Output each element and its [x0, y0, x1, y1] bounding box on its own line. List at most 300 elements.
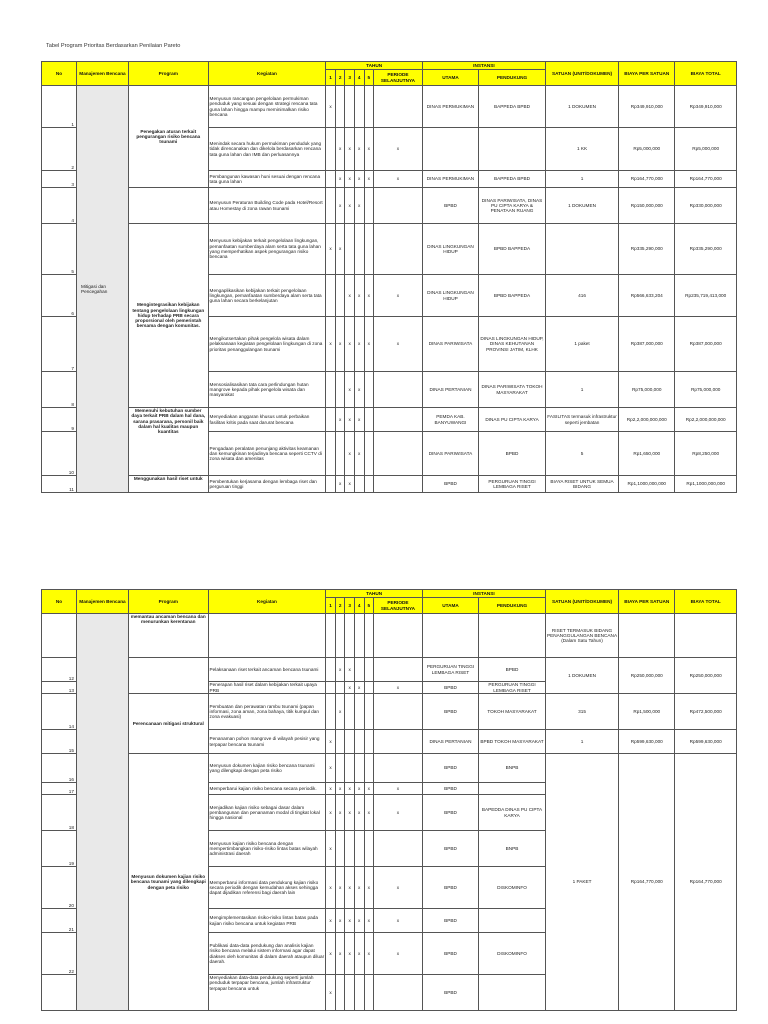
year-1-mark [326, 432, 336, 476]
instansi-pendukung: DINAS LINGKUNGAN HIDUP, DINAS KEHUTANAN PROVINSI JATIM, KLHK [479, 317, 546, 372]
row-number [42, 975, 77, 1011]
biaya-total-cell: Rp235,719,413,000 [675, 275, 737, 317]
year-2-mark [335, 86, 345, 128]
year-4-mark: x [354, 188, 364, 224]
header-periode: PERIODE SELANJUTNYA [374, 70, 423, 86]
year-5-mark [364, 372, 374, 408]
year-4-mark: x [354, 372, 364, 408]
satuan-cell: 1 [545, 171, 618, 188]
kegiatan-cell: Pelaksanaan riset terkait ancaman bencana tsunami [208, 658, 326, 682]
periode-mark [374, 408, 423, 432]
periode-mark: x [374, 128, 423, 171]
header-no: No [42, 590, 77, 614]
header-biaya-per-satuan: BIAYA PER SATUAN [619, 62, 675, 86]
instansi-pendukung: BPBD TOKOH MASYARAKAT [479, 730, 546, 754]
year-1-mark: x [326, 754, 336, 783]
kegiatan-cell: Memperbarui kajian risiko bencana secara periodik. [208, 783, 326, 795]
table-row [42, 188, 737, 224]
biaya-total-cell: Rp387,000,000 [675, 317, 737, 372]
row-number: 1 [42, 86, 77, 128]
year-4-mark: x [354, 171, 364, 188]
biaya-total-cell: Rp250,000,000 [675, 658, 737, 694]
header-tahun: TAHUN [326, 590, 423, 598]
year-2-mark [335, 432, 345, 476]
year-5-mark: x [364, 275, 374, 317]
biaya-per-satuan-cell: Rp2,2,000,000,000 [619, 408, 675, 432]
instansi-pendukung: BPBD BAPPEDA [479, 224, 546, 275]
year-5-mark: x [364, 909, 374, 933]
periode-mark: x [374, 682, 423, 694]
year-3-mark: x [345, 408, 355, 432]
year-4-mark: x [354, 867, 364, 909]
kegiatan-cell: Menyediakan data-data pendukung seperti jumlah penduduk terpapar bencana, jumlah infrastruktur terpapar bencana untuk [208, 975, 326, 1011]
row-number: 15 [42, 730, 77, 754]
year-2-mark [335, 754, 345, 783]
program-cell: memantau ancaman bencana dan menurunkan kerentanan [128, 614, 208, 658]
periode-mark: x [374, 171, 423, 188]
instansi-utama: DINAS PARIWISATA [422, 432, 478, 476]
year-4-mark [354, 754, 364, 783]
kegiatan-cell: Menyusun dokumen kajian risiko bencana tsunami yang dilengkapi dengan peta risiko [208, 754, 326, 783]
row-number: 9 [42, 408, 77, 432]
year-3-mark: x [345, 317, 355, 372]
biaya-per-satuan-cell: Rp335,290,000 [619, 224, 675, 275]
instansi-utama: DINAS PERTANIAN [422, 730, 478, 754]
periode-mark [374, 754, 423, 783]
year-4-mark: x [354, 933, 364, 975]
year-2-mark: x [335, 783, 345, 795]
biaya-per-satuan-cell: Rp1,1000,000,000 [619, 476, 675, 493]
table-row [42, 86, 737, 128]
year-3-mark [345, 614, 355, 658]
instansi-utama: DINAS PERMUKIMAN [422, 171, 478, 188]
year-1-mark [326, 682, 336, 694]
periode-mark: x [374, 275, 423, 317]
biaya-per-satuan-cell: Rp164,770,000 [619, 754, 675, 1011]
table-row [42, 224, 737, 275]
instansi-utama: BPBD [422, 975, 478, 1011]
year-3-mark: x [345, 658, 355, 682]
row-number: 5 [42, 224, 77, 275]
satuan-cell: 5 [545, 432, 618, 476]
header-instansi: INSTANSI [422, 590, 545, 598]
year-3-mark: x [345, 783, 355, 795]
year-3-mark: x [345, 909, 355, 933]
instansi-utama: DINAS PARIWISATA [422, 317, 478, 372]
year-1-mark: x [326, 224, 336, 275]
instansi-utama: DINAS PERTANIAN [422, 372, 478, 408]
biaya-total-cell: Rp472,500,000 [675, 694, 737, 730]
year-1-mark [326, 694, 336, 730]
year-4-mark [354, 694, 364, 730]
year-1-mark [326, 275, 336, 317]
instansi-utama: BPBD [422, 795, 478, 831]
instansi-pendukung [479, 614, 546, 658]
biaya-per-satuan-cell: Rp566,633,204 [619, 275, 675, 317]
instansi-pendukung: DISKOMINFO [479, 867, 546, 909]
biaya-per-satuan-cell: Rp599,630,000 [619, 730, 675, 754]
pareto-table-page-1 [41, 61, 737, 493]
year-3-mark [345, 86, 355, 128]
kegiatan-cell: Menindak secara hukum permukiman penduduk yang tidak direncanakan dan dikelola berdasarkan rencana tata guna lahan dan IMB dan perluasannya [208, 128, 326, 171]
satuan-cell: 1 DOKUMEN [545, 188, 618, 224]
header-manajemen: Manajemen Bencana [77, 590, 129, 614]
row-number: 7 [42, 317, 77, 372]
row-number: 6 [42, 275, 77, 317]
instansi-pendukung: DINAS PARIWISATA TOKOH MASYARAKAT [479, 372, 546, 408]
manajemen-label: Mitigasi dan Pencegahan [81, 283, 108, 294]
biaya-total-cell: Rp8,250,000 [675, 432, 737, 476]
periode-mark [374, 694, 423, 730]
instansi-utama: DINAS PERMUKIMAN [422, 86, 478, 128]
instansi-pendukung: BNPB [479, 831, 546, 867]
header-year-3: 3 [345, 70, 355, 86]
row-number: 17 [42, 783, 77, 795]
table-row [42, 754, 737, 783]
satuan-cell: 416 [545, 275, 618, 317]
kegiatan-cell [208, 614, 326, 658]
kegiatan-cell: Penerapan hasil riset dalam kebijakan terkait upaya PRB [208, 682, 326, 694]
biaya-per-satuan-cell: Rp164,770,000 [619, 171, 675, 188]
header-year-1: 1 [326, 598, 336, 614]
year-3-mark [345, 224, 355, 275]
year-3-mark: x [345, 682, 355, 694]
row-number: 12 [42, 658, 77, 682]
instansi-pendukung: PERGURUAN TINGGI LEMBAGA RISET [479, 682, 546, 694]
instansi-utama: BPBD [422, 476, 478, 493]
table-row [42, 408, 737, 432]
biaya-total-cell: Rp1,1000,000,000 [675, 476, 737, 493]
year-2-mark: x [335, 867, 345, 909]
table-row [42, 614, 737, 658]
year-1-mark: x [326, 86, 336, 128]
instansi-pendukung: DINAS PU CIPTA KARYA [479, 408, 546, 432]
row-number: 21 [42, 909, 77, 933]
instansi-pendukung [479, 783, 546, 795]
instansi-utama: DINAS LINGKUNGAN HIDUP [422, 275, 478, 317]
satuan-cell: 1 DOKUMEN [545, 86, 618, 128]
kegiatan-cell: Menyediakan anggaran khusus untuk perbaikan fasilitas kritis pada saat darurat bencana [208, 408, 326, 432]
year-5-mark [364, 694, 374, 730]
year-4-mark [354, 975, 364, 1011]
biaya-per-satuan-cell: Rp5,000,000 [619, 128, 675, 171]
biaya-per-satuan-cell: Rp387,000,000 [619, 317, 675, 372]
year-1-mark [326, 188, 336, 224]
header-utama: UTAMA [422, 598, 478, 614]
year-2-mark [335, 372, 345, 408]
instansi-utama: BPBD [422, 933, 478, 975]
year-4-mark: x [354, 128, 364, 171]
biaya-total-cell: Rp75,000,000 [675, 372, 737, 408]
year-3-mark [345, 730, 355, 754]
year-5-mark [364, 476, 374, 493]
instansi-pendukung: BNPB [479, 754, 546, 783]
satuan-cell: BIAYA RISET UNTUK SEMUA BIDANG [545, 476, 618, 493]
row-number: 8 [42, 372, 77, 408]
year-3-mark: x [345, 795, 355, 831]
year-2-mark [335, 831, 345, 867]
year-5-mark: x [364, 795, 374, 831]
year-5-mark [364, 224, 374, 275]
biaya-total-cell: Rp164,770,000 [675, 754, 737, 1011]
manajemen-cell [77, 86, 129, 493]
row-number: 4 [42, 188, 77, 224]
pareto-table-page-2 [41, 589, 737, 1011]
year-4-mark: x [354, 317, 364, 372]
year-5-mark: x [364, 171, 374, 188]
year-1-mark: x [326, 867, 336, 909]
year-2-mark: x [335, 224, 345, 275]
year-5-mark [364, 831, 374, 867]
header-tahun: TAHUN [326, 62, 423, 70]
program-cell-empty [128, 188, 208, 224]
year-4-mark [354, 476, 364, 493]
year-1-mark: x [326, 317, 336, 372]
periode-mark [374, 372, 423, 408]
kegiatan-cell: Menjadikan kajian risiko sebagai dasar dalam pembangunan dan penanaman modal di tingkat lokal hingga nasional [208, 795, 326, 831]
year-4-mark: x [354, 795, 364, 831]
year-2-mark: x [335, 476, 345, 493]
instansi-utama: PEMDA KAB. BANYUWANGI [422, 408, 478, 432]
year-5-mark [364, 408, 374, 432]
year-4-mark [354, 614, 364, 658]
satuan-cell [545, 224, 618, 275]
year-2-mark [335, 975, 345, 1011]
year-5-mark [364, 614, 374, 658]
kegiatan-cell: Penanaman pohon mangrove di wilayah pesisir yang terpapar bencana tsunami [208, 730, 326, 754]
year-4-mark: x [354, 408, 364, 432]
year-4-mark: x [354, 682, 364, 694]
year-5-mark [364, 432, 374, 476]
periode-mark [374, 831, 423, 867]
program-cell-empty [128, 658, 208, 694]
instansi-utama: BPBD [422, 867, 478, 909]
year-5-mark: x [364, 783, 374, 795]
biaya-total-cell: Rp599,630,000 [675, 730, 737, 754]
header-biaya-total: BIAYA TOTAL [675, 590, 737, 614]
satuan-cell: 1 paket [545, 317, 618, 372]
header-year-2: 2 [335, 598, 345, 614]
satuan-cell: 1 PAKET [545, 754, 618, 1011]
year-5-mark: x [364, 128, 374, 171]
year-5-mark [364, 975, 374, 1011]
kegiatan-cell: Memperbarui informasi data pendukung kajian risiko secara periodik dengan kemudahan akses sehingga dapat dijadikan referensi bagi daerah lain [208, 867, 326, 909]
satuan-cell: RISET TERMASUK BIDANG PENANGGULANGAN BENCANA (Dalam Satu Tahun) [545, 614, 618, 658]
year-2-mark [335, 682, 345, 694]
satuan-cell: 1 [545, 730, 618, 754]
biaya-total-cell: Rp2,2,000,000,000 [675, 408, 737, 432]
year-3-mark: x [345, 171, 355, 188]
year-2-mark: x [335, 694, 345, 730]
kegiatan-cell: Mensosialisasikan tata cara perlindungan hutan mangrove kepada pihak pengelola wisata dan masyarakat [208, 372, 326, 408]
year-2-mark: x [335, 317, 345, 372]
table-caption: Tabel Program Prioritas Berdasarkan Penilaian Pareto [46, 43, 181, 49]
kegiatan-cell: Menyusun Peraturan Building Code pada Hotel/Resort atau Homestay di zona rawan tsunami [208, 188, 326, 224]
year-1-mark [326, 658, 336, 682]
year-4-mark [354, 831, 364, 867]
header-periode: PERIODE SELANJUTNYA [374, 598, 423, 614]
periode-mark: x [374, 867, 423, 909]
year-2-mark: x [335, 188, 345, 224]
satuan-cell: 1 DOKUMEN [545, 658, 618, 694]
year-3-mark [345, 975, 355, 1011]
header-program: Program [128, 62, 208, 86]
table-row [42, 476, 737, 493]
periode-mark [374, 224, 423, 275]
biaya-total-cell: Rp164,770,000 [675, 171, 737, 188]
year-2-mark [335, 614, 345, 658]
row-number: 10 [42, 432, 77, 476]
instansi-utama: BPBD [422, 783, 478, 795]
biaya-total-cell: Rp330,000,000 [675, 188, 737, 224]
table-2-body [42, 614, 737, 1011]
year-4-mark: x [354, 275, 364, 317]
table-row [42, 694, 737, 730]
program-cell: Penegakan aturan terkait pengurangan risiko bencana tsunami [128, 86, 208, 188]
year-5-mark [364, 754, 374, 783]
year-2-mark: x [335, 933, 345, 975]
instansi-utama: BPBD [422, 754, 478, 783]
header-kegiatan: Kegiatan [208, 62, 326, 86]
year-5-mark: x [364, 867, 374, 909]
header-satuan: SATUAN (UNIT/DOKUMEN) [545, 590, 618, 614]
periode-mark: x [374, 795, 423, 831]
year-1-mark [326, 614, 336, 658]
biaya-per-satuan-cell: Rp1,500,000 [619, 694, 675, 730]
instansi-utama [422, 614, 478, 658]
instansi-pendukung: TOKOH MASYARAKAT [479, 694, 546, 730]
header-year-5: 5 [364, 70, 374, 86]
header-year-3: 3 [345, 598, 355, 614]
row-number: 13 [42, 682, 77, 694]
kegiatan-cell: Menyusun kajian risiko bencana dengan mempertimbangkan risiko-risiko lintas batas wilayah administrasi daerah [208, 831, 326, 867]
instansi-pendukung: BAPPEDA BPBD [479, 86, 546, 128]
header-pendukung: PENDUKUNG [479, 598, 546, 614]
row-number: 22 [42, 933, 77, 975]
year-4-mark [354, 730, 364, 754]
row-number: 14 [42, 694, 77, 730]
year-2-mark [335, 730, 345, 754]
kegiatan-cell: Pengadaan peralatan penunjang aktivitas keamanan dan kemungkinan terjadinya bencana seperti CCTV di zona wisata dan amenitas [208, 432, 326, 476]
year-3-mark [345, 831, 355, 867]
pareto-table-2 [41, 589, 737, 1011]
biaya-per-satuan-cell: Rp75,000,000 [619, 372, 675, 408]
instansi-utama: DINAS LINGKUNGAN HIDUP [422, 224, 478, 275]
year-3-mark [345, 754, 355, 783]
satuan-cell: 1 KK [545, 128, 618, 171]
year-4-mark: x [354, 909, 364, 933]
row-number: 16 [42, 754, 77, 783]
year-3-mark: x [345, 933, 355, 975]
kegiatan-cell: Pembangunan kawasan huni sesuai dengan rencana tata guna lahan [208, 171, 326, 188]
kegiatan-cell: Menyusun kebijakan terkait pengelolaan lingkungan, pemanfaatan sumberdaya alam serta tata guna lahan yang memperhatikan aspek pengurangan risiko bencana [208, 224, 326, 275]
table-1-body [42, 86, 737, 493]
year-2-mark: x [335, 795, 345, 831]
instansi-pendukung [479, 909, 546, 933]
instansi-pendukung [479, 975, 546, 1011]
biaya-per-satuan-cell: Rp150,000,000 [619, 188, 675, 224]
year-3-mark: x [345, 372, 355, 408]
header-manajemen: Manajemen Bencana [77, 62, 129, 86]
year-2-mark: x [335, 128, 345, 171]
instansi-utama: PERGURUAN TINGGI LEMBAGA RISET [422, 658, 478, 682]
header-kegiatan: Kegiatan [208, 590, 326, 614]
year-3-mark: x [345, 275, 355, 317]
satuan-cell: 1 [545, 372, 618, 408]
instansi-utama [422, 128, 478, 171]
year-1-mark: x [326, 933, 336, 975]
year-5-mark [364, 86, 374, 128]
biaya-per-satuan-cell: Rp349,910,000 [619, 86, 675, 128]
year-3-mark: x [345, 476, 355, 493]
program-cell: Menggunakan hasil riset untuk [128, 476, 208, 493]
year-5-mark [364, 730, 374, 754]
year-2-mark: x [335, 658, 345, 682]
year-2-mark: x [335, 171, 345, 188]
header-satuan: SATUAN (UNIT/DOKUMEN) [545, 62, 618, 86]
instansi-pendukung: BPBD [479, 432, 546, 476]
row-number: 18 [42, 795, 77, 831]
year-1-mark [326, 408, 336, 432]
program-cell: Menyusun dokumen kajian risiko bencana tsunami yang dilengkapi dengan peta risiko [128, 754, 208, 1011]
program-cell: Mengintegrasikan kebijakan tentang pengelolaan lingkungan hidup terhadap PRB secara proporsional oleh pemerintah bersama dengan komunitas. [128, 224, 208, 408]
biaya-total-cell: Rp5,000,000 [675, 128, 737, 171]
periode-mark: x [374, 783, 423, 795]
year-1-mark: x [326, 975, 336, 1011]
table-row [42, 658, 737, 682]
header-year-5: 5 [364, 598, 374, 614]
header-year-4: 4 [354, 70, 364, 86]
header-year-2: 2 [335, 70, 345, 86]
header-year-1: 1 [326, 70, 336, 86]
header-pendukung: PENDUKUNG [479, 70, 546, 86]
kegiatan-cell: Publikasi data-data pendukung dan analisis kajian risiko bencana melalui sistem informasi agar dapat diakses oleh komunitas di dalam daerah ataupun diluar daerah. [208, 933, 326, 975]
row-number: 2 [42, 128, 77, 171]
year-1-mark: x [326, 783, 336, 795]
periode-mark: x [374, 909, 423, 933]
header-biaya-total: BIAYA TOTAL [675, 62, 737, 86]
year-2-mark [335, 275, 345, 317]
periode-mark [374, 86, 423, 128]
year-1-mark [326, 476, 336, 493]
kegiatan-cell: Mengimplementasikan risiko-risiko lintas batas pada kajian risiko bencana untuk kegiatan PRB [208, 909, 326, 933]
year-4-mark: x [354, 783, 364, 795]
periode-mark [374, 614, 423, 658]
year-5-mark [364, 682, 374, 694]
row-number: 20 [42, 867, 77, 909]
year-1-mark: x [326, 795, 336, 831]
periode-mark: x [374, 317, 423, 372]
instansi-pendukung: BAPEDDA DINAS PU CIPTA KARYA [479, 795, 546, 831]
header-program: Program [128, 590, 208, 614]
pareto-table-1 [41, 61, 737, 493]
biaya-per-satuan-cell: Rp250,000,000 [619, 658, 675, 694]
instansi-utama: BPBD [422, 188, 478, 224]
year-1-mark: x [326, 831, 336, 867]
kegiatan-cell: Pembentukan kerjasama dengan lembaga riset dan perguruan tinggi [208, 476, 326, 493]
kegiatan-cell: Mengikutsertakan pihak pengelola wisata dalam pelaksanaan kegiatan pengelolaan lingkungan di zona prioritas penanggulangan tsunami [208, 317, 326, 372]
periode-mark [374, 476, 423, 493]
periode-mark [374, 188, 423, 224]
instansi-utama: BPBD [422, 909, 478, 933]
header-no: No [42, 62, 77, 86]
year-4-mark: x [354, 432, 364, 476]
year-3-mark: x [345, 432, 355, 476]
year-4-mark [354, 86, 364, 128]
biaya-total-cell [675, 614, 737, 658]
instansi-pendukung: BAPPEDA BPBD [479, 171, 546, 188]
kegiatan-cell: Menyusun rancangan pengelolaan permukiman penduduk yang sesuai dengan strategi rencana tata guna lahan hingga mampu meminimalkan risiko bencana [208, 86, 326, 128]
